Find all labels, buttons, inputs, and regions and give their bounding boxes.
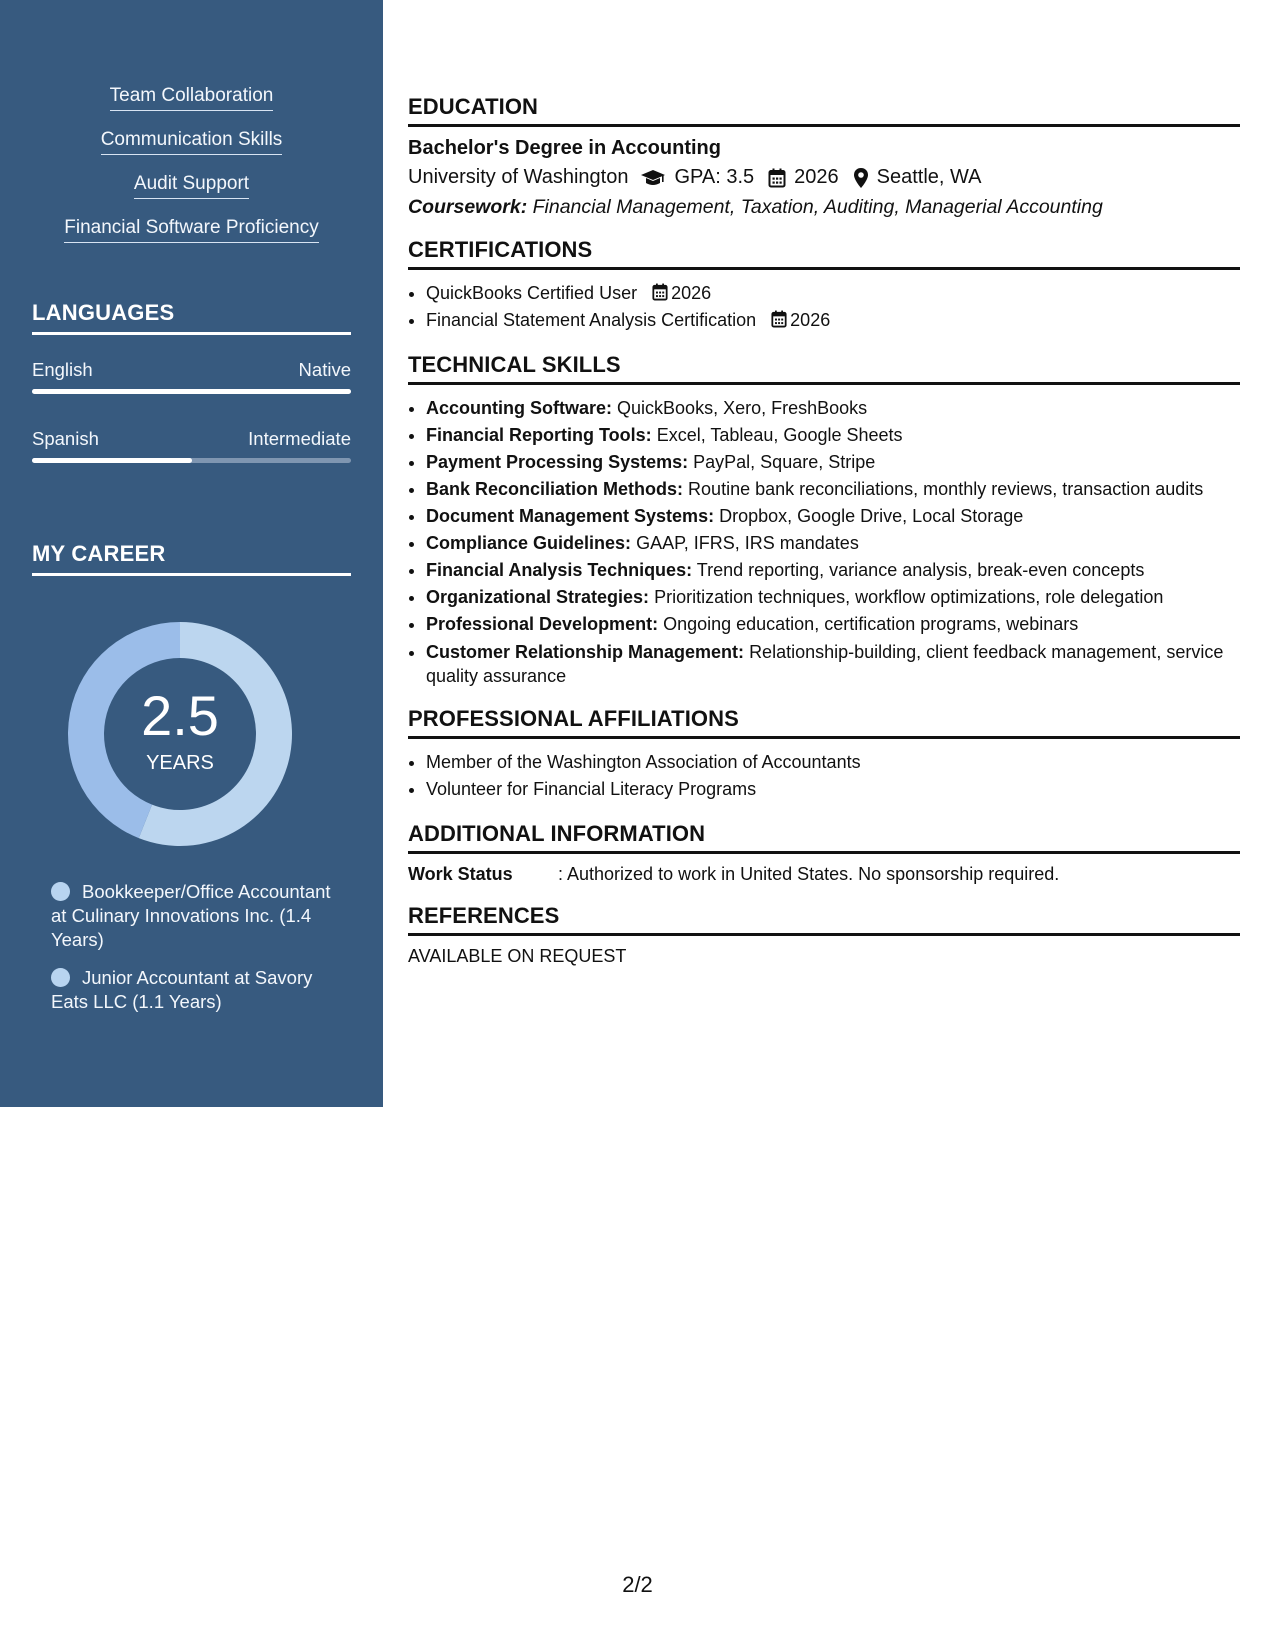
career-total-unit: YEARS — [146, 752, 214, 774]
skill-label: Document Management Systems: — [426, 506, 715, 526]
affiliations-section — [408, 706, 1240, 803]
skill-text: Relationship-building, client feedback management, service quality assurance — [426, 642, 1224, 686]
language-bar-english — [32, 389, 351, 394]
page-number: 2/2 — [622, 1572, 653, 1597]
skill-label: Professional Development: — [426, 614, 659, 634]
calendar-icon — [652, 283, 668, 301]
list-item: • Member of the Washington Association of Accountants — [426, 749, 1240, 776]
career-donut-label — [66, 620, 294, 848]
additional-info-section — [408, 821, 1240, 885]
skill-label: Financial Analysis Techniques: — [426, 560, 693, 580]
career-total-value: 2.5 — [141, 684, 219, 747]
skill-text: Prioritization techniques, workflow optimizations, role delegation — [654, 587, 1164, 607]
skill-label: Compliance Guidelines: — [426, 533, 632, 553]
education-section — [408, 94, 1240, 219]
list-item — [426, 476, 1240, 503]
skill-text: Routine bank reconciliations, monthly reviews, transaction audits — [688, 479, 1204, 499]
language-bar-spanish — [32, 458, 351, 463]
skill-text: Ongoing education, certification programs, webinars — [663, 614, 1079, 634]
skill-link-communication-skills[interactable]: Communication Skills — [101, 128, 283, 155]
language-name: English — [32, 359, 93, 380]
career-item — [51, 966, 341, 1014]
skill-link-financial-software[interactable]: Financial Software Proficiency — [64, 216, 319, 243]
language-row-english — [32, 359, 351, 381]
coursework — [408, 196, 1240, 219]
references-text: AVAILABLE ON REQUEST — [408, 946, 627, 966]
list-item: • Volunteer for Financial Literacy Programs — [426, 776, 1240, 803]
career-heading: MY CAREER — [32, 541, 351, 576]
skill-label: Organizational Strategies: — [426, 587, 650, 607]
additional-info-heading: ADDITIONAL INFORMATION — [408, 821, 1240, 854]
list-item — [426, 503, 1240, 530]
education-heading: EDUCATION — [408, 94, 1240, 127]
list-item — [426, 640, 1240, 688]
references-section — [408, 903, 1240, 967]
list-item — [426, 557, 1240, 584]
skill-text: Trend reporting, variance analysis, break-even concepts — [696, 560, 1145, 580]
list-item — [426, 584, 1240, 611]
education-details — [408, 166, 1240, 189]
degree-title: Bachelor's Degree in Accounting — [408, 137, 721, 159]
skill-text: Dropbox, Google Drive, Local Storage — [719, 506, 1024, 526]
certifications-section — [408, 237, 1240, 334]
career-donut-chart — [66, 620, 294, 848]
affiliations-heading: PROFESSIONAL AFFILIATIONS — [408, 706, 1240, 739]
language-row-spanish — [32, 428, 351, 450]
list-item — [426, 280, 1240, 307]
location-pin-icon — [853, 167, 869, 189]
skill-text: PayPal, Square, Stripe — [693, 452, 876, 472]
certification-year: 2026 — [790, 310, 831, 330]
certifications-list — [408, 280, 1240, 334]
work-status-row — [408, 864, 1240, 885]
graduation-cap-icon — [640, 168, 666, 188]
affiliations-list — [408, 749, 1240, 803]
skill-link-team-collaboration[interactable]: Team Collaboration — [110, 84, 274, 111]
list-item — [426, 611, 1240, 638]
languages-heading: LANGUAGES — [32, 300, 351, 335]
certifications-heading: CERTIFICATIONS — [408, 237, 1240, 270]
skill-text: GAAP, IFRS, IRS mandates — [636, 533, 859, 553]
references-heading: REFERENCES — [408, 903, 1240, 936]
calendar-icon — [768, 168, 786, 188]
skill-link-audit-support[interactable]: Audit Support — [134, 172, 249, 199]
list-item — [426, 307, 1240, 334]
skill-label: Payment Processing Systems: — [426, 452, 689, 472]
school-location: Seattle, WA — [876, 166, 982, 188]
work-status-value: : Authorized to work in United States. No sponsorship required. — [558, 864, 1060, 884]
coursework-label: Coursework: — [408, 196, 528, 218]
list-item — [426, 395, 1240, 422]
list-item — [426, 422, 1240, 449]
certification-name: QuickBooks Certified User — [426, 283, 638, 303]
technical-skills-list — [408, 395, 1240, 688]
skills-list — [0, 84, 383, 260]
skill-label: Customer Relationship Management: — [426, 642, 745, 662]
language-level: Intermediate — [248, 428, 351, 449]
graduation-year: 2026 — [794, 166, 839, 188]
skill-label: Bank Reconciliation Methods: — [426, 479, 684, 499]
skill-label: Financial Reporting Tools: — [426, 425, 652, 445]
work-status-label: Work Status — [408, 864, 513, 884]
sidebar — [0, 0, 383, 1107]
certification-year: 2026 — [671, 283, 712, 303]
language-level: Native — [298, 359, 351, 380]
career-dot-icon — [51, 882, 70, 901]
language-bar-fill — [32, 458, 192, 463]
skill-label: Accounting Software: — [426, 398, 613, 418]
main-content — [408, 94, 1240, 985]
school-name: University of Washington — [408, 166, 629, 188]
technical-skills-heading: TECHNICAL SKILLS — [408, 352, 1240, 385]
skill-text: QuickBooks, Xero, FreshBooks — [617, 398, 868, 418]
career-item-label: Junior Accountant at Savory Eats LLC (1.1 Years) — [51, 967, 313, 1012]
career-dot-icon — [51, 968, 70, 987]
language-bar-fill — [32, 389, 351, 394]
technical-skills-section — [408, 352, 1240, 688]
career-item — [51, 880, 341, 952]
skill-text: Excel, Tableau, Google Sheets — [656, 425, 903, 445]
list-item — [426, 530, 1240, 557]
coursework-text: Financial Management, Taxation, Auditing, Managerial Accounting — [532, 196, 1103, 218]
certification-name: Financial Statement Analysis Certification — [426, 310, 757, 330]
gpa: GPA: 3.5 — [674, 166, 755, 188]
language-name: Spanish — [32, 428, 99, 449]
calendar-icon — [771, 310, 787, 328]
list-item — [426, 449, 1240, 476]
career-item-label: Bookkeeper/Office Accountant at Culinary Innovations Inc. (1.4 Years) — [51, 881, 331, 950]
